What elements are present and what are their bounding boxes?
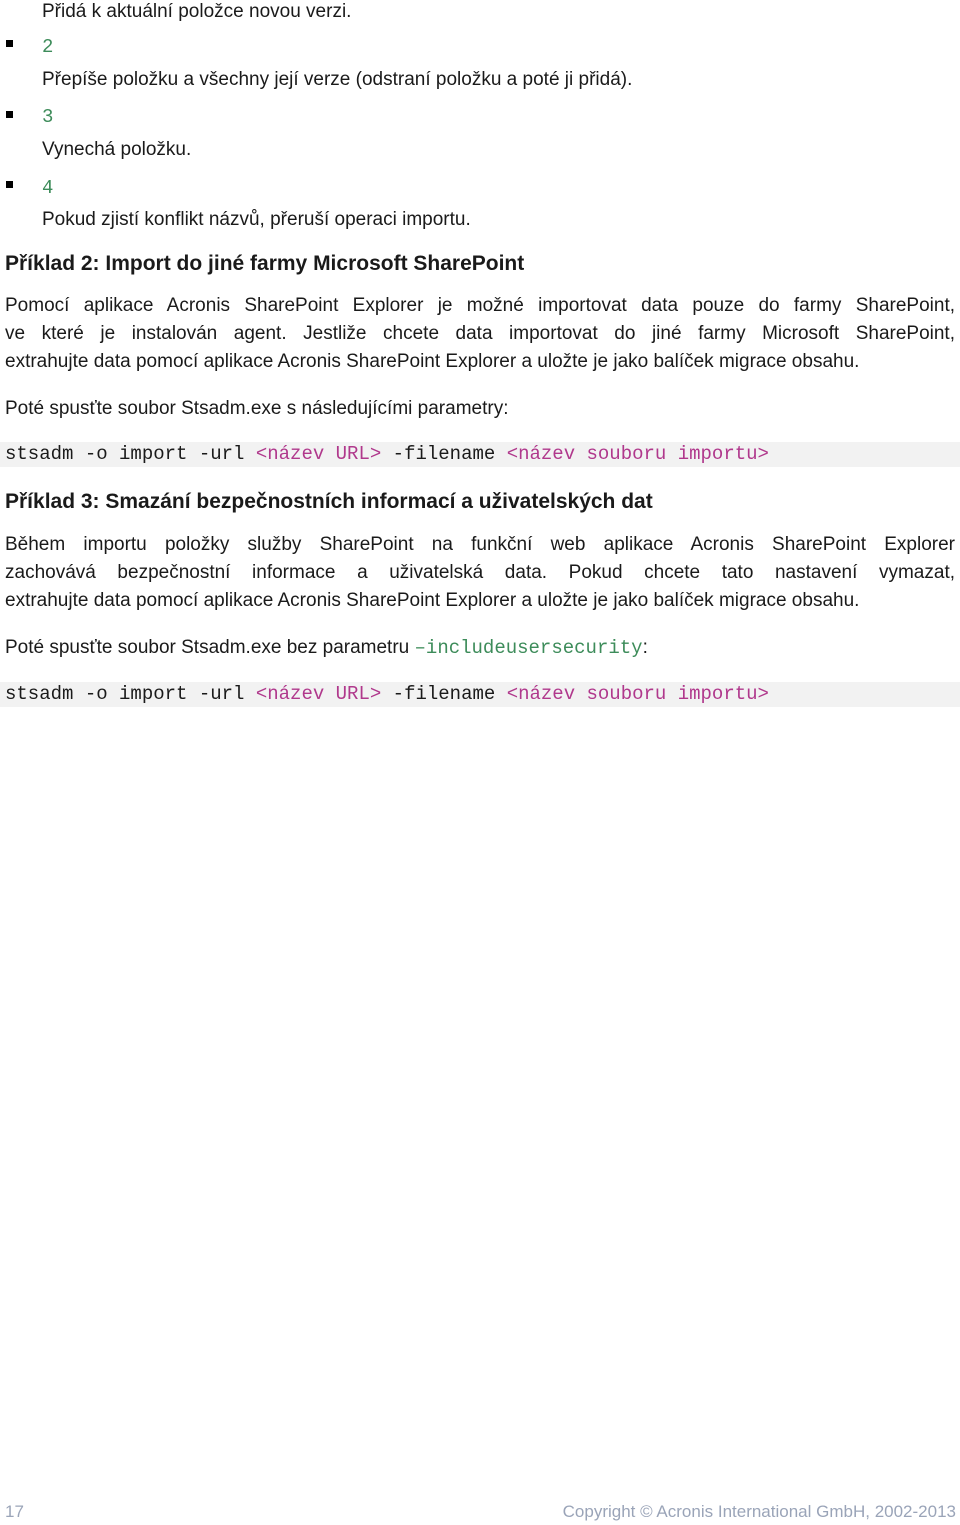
- list-item-number: 3: [42, 106, 54, 128]
- command-code-block: [0, 442, 960, 467]
- command-text: -filename: [381, 443, 507, 465]
- paragraph-line: Během importu položky služby SharePoint na funkční web aplikace Acronis SharePoint Explorer: [5, 534, 955, 555]
- list-item-number: 2: [42, 36, 54, 58]
- paragraph: [5, 531, 955, 615]
- copyright-notice: Copyright © Acronis International GmbH, 2002-2013: [562, 1502, 956, 1521]
- paragraph-line: extrahujte data pomocí aplikace Acronis SharePoint Explorer a uložte je jako balíček migrace obsahu.: [5, 590, 860, 611]
- list-item-text: Vynechá položku.: [42, 139, 192, 160]
- paragraph-line: extrahujte data pomocí aplikace Acronis SharePoint Explorer a uložte je jako balíček migrace obsahu.: [5, 351, 860, 372]
- parameter-name: –includeusersecurity: [414, 637, 643, 659]
- page-number: 17: [5, 1502, 24, 1521]
- bullet-square-icon: [6, 111, 13, 118]
- command-placeholder: <název souboru importu>: [506, 683, 769, 705]
- command-placeholder: <název URL>: [255, 443, 382, 465]
- list-item-text: Přidá k aktuální položce novou verzi.: [42, 1, 352, 22]
- paragraph: [5, 292, 955, 376]
- paragraph-line: zachovává bezpečnostní informace a uživatelská data. Pokud chcete tato nastavení vymazat,: [5, 562, 955, 583]
- command-text: stsadm -o import -url: [5, 683, 256, 705]
- command-placeholder: <název URL>: [255, 683, 382, 705]
- list-item-text: Přepíše položku a všechny její verze (odstraní položku a poté ji přidá).: [42, 69, 633, 90]
- run-instruction-text: :: [642, 637, 648, 658]
- paragraph-line: ve které je instalován agent. Jestliže chcete data importovat do jiné farmy Microsoft SharePoint,: [5, 323, 955, 344]
- bullet-square-icon: [6, 40, 13, 47]
- section-heading: Příklad 3: Smazání bezpečnostních informací a uživatelských dat: [5, 490, 653, 513]
- command-text: stsadm -o import -url: [5, 443, 256, 465]
- run-instruction: [5, 636, 648, 660]
- section-heading: Příklad 2: Import do jiné farmy Microsoft SharePoint: [5, 252, 525, 275]
- list-item-text: Pokud zjistí konflikt názvů, přeruší operaci importu.: [42, 209, 471, 230]
- command-text: -filename: [381, 683, 507, 705]
- list-item-number: 4: [42, 177, 54, 199]
- command-code-block: [0, 682, 960, 707]
- run-instruction-text: Poté spusťte soubor Stsadm.exe bez parametru: [5, 637, 415, 658]
- command-placeholder: <název souboru importu>: [506, 443, 769, 465]
- run-instruction: Poté spusťte soubor Stsadm.exe s následujícími parametry:: [5, 398, 509, 419]
- paragraph-line: Pomocí aplikace Acronis SharePoint Explorer je možné importovat data pouze do farmy SharePoint,: [5, 295, 955, 316]
- bullet-square-icon: [6, 181, 13, 188]
